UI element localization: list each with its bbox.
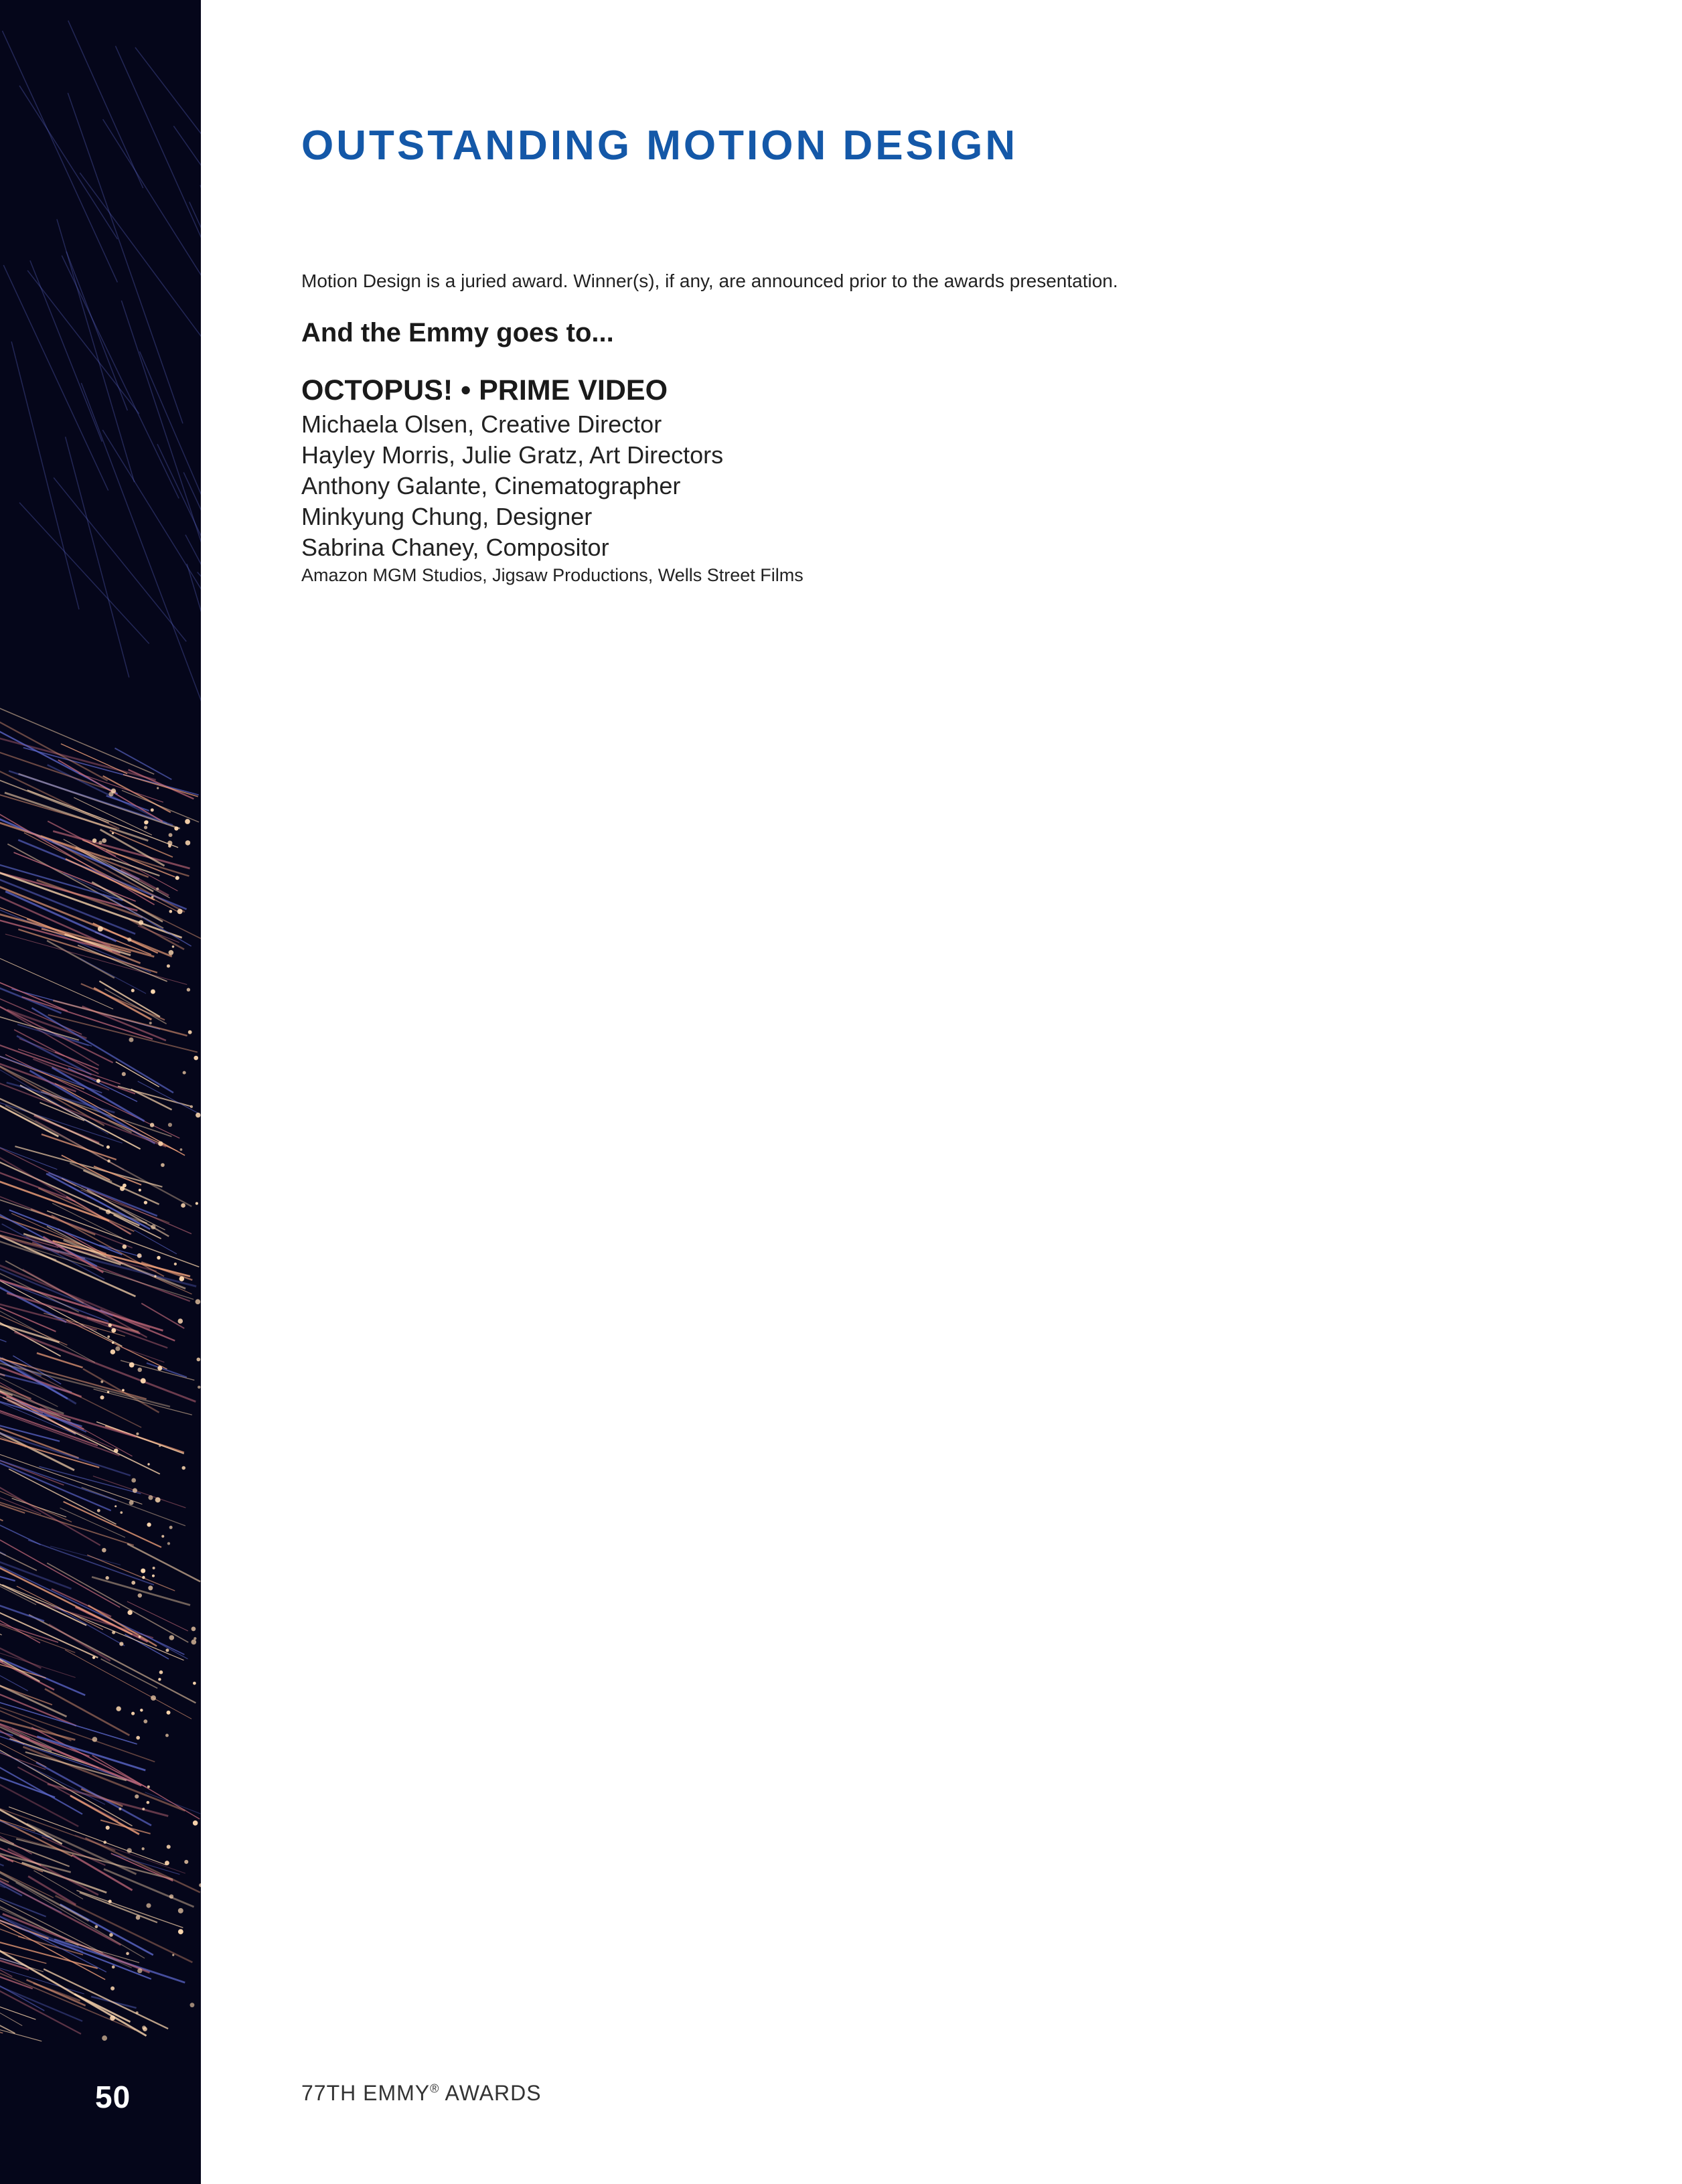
light-sparkle [159,1670,163,1674]
light-sparkle [151,896,154,899]
light-sparkle [106,1826,110,1830]
light-sparkle [126,1952,129,1955]
light-streak [0,1390,79,1458]
light-sparkle [102,838,106,843]
light-sparkle [136,2011,139,2014]
light-sparkle [157,1256,160,1259]
light-sparkle [167,1711,171,1715]
light-sparkle [131,1712,135,1715]
light-sparkle [185,840,191,846]
credit-line: Anthony Galante, Cinematographer [301,472,681,499]
winner-lead-in: And the Emmy goes to... [301,318,614,347]
light-streak [0,1421,64,1485]
light-sparkle [112,1966,115,1969]
light-sparkle [167,1542,170,1545]
light-streak [64,935,131,955]
light-sparkle [112,1631,115,1634]
light-sparkle [122,1072,126,1076]
light-streak [15,1883,145,1958]
light-sparkle [169,1526,173,1529]
light-sparkle [136,1433,139,1435]
light-streak [125,1634,169,1659]
light-sparkle [149,1022,152,1024]
light-sparkle [107,1336,110,1338]
light-sparkle [131,989,135,992]
light-sparkle [127,1848,132,1853]
light-streak [103,119,201,320]
light-sparkle [102,2035,107,2041]
light-streak [0,1278,95,1362]
light-sparkle [193,1682,196,1685]
light-sparkle [142,1576,145,1579]
light-streak [83,1369,159,1412]
light-sparkle [98,841,102,844]
light-sparkle [181,1203,185,1208]
light-sparkle [167,1845,171,1849]
light-sparkle [146,1903,151,1908]
light-streak [0,1756,55,1798]
light-sparkle [190,2003,195,2007]
light-streak [52,841,185,912]
light-sparkle [144,1200,147,1204]
light-streak [0,1204,56,1260]
light-sparkle [105,1576,108,1579]
credit-line: Minkyung Chung, Designer [301,503,593,530]
page-title: OUTSTANDING MOTION DESIGN [301,123,1018,169]
credit-line: Hayley Morris, Julie Gratz, Art Directors [301,441,724,469]
light-streak [0,1302,60,1342]
light-sparkle [167,964,170,967]
light-sparkle [167,841,172,846]
production-companies: Amazon MGM Studios, Jigsaw Productions, Wells Street Films [301,565,804,585]
light-sparkle [184,1860,188,1864]
light-streak [2,31,117,282]
light-sparkle [137,1368,142,1373]
light-sparkle [127,1610,132,1615]
decorative-side-panel [0,0,201,2184]
light-streak [0,701,154,775]
light-sparkle [156,887,159,890]
light-sparkle [172,945,175,948]
light-sparkle [185,819,190,824]
light-streak [0,1566,184,1654]
light-sparkle [116,1707,121,1711]
light-streak [0,1608,40,1681]
light-streak [70,1163,112,1182]
light-sparkle [159,1445,161,1447]
light-sparkle [157,787,159,789]
light-sparkle [180,1148,183,1151]
light-streak [121,1347,164,1362]
light-sparkle [150,1123,154,1127]
registered-mark: ® [430,2082,440,2096]
light-streak [0,1450,117,1501]
light-sparkle [168,1123,172,1127]
light-sparkle [194,1056,198,1061]
light-sparkle [98,926,103,931]
light-sparkle [120,1511,123,1514]
light-sparkle [123,1245,127,1249]
light-sparkle [97,1509,100,1512]
light-sparkle [103,1841,106,1844]
light-sparkle [136,1736,140,1740]
light-sparkle [129,1500,134,1505]
light-sparkle [178,1318,183,1324]
light-streak [0,786,117,830]
light-streak [55,1083,185,1155]
footer-prefix: 77TH EMMY [301,2081,431,2105]
light-sparkle [148,1495,153,1500]
light-sparkle [92,1656,95,1659]
light-sparkle [106,1146,110,1149]
light-sparkle [172,1954,174,1956]
light-sparkle [196,1299,201,1304]
light-streak [0,1877,121,1945]
light-sparkle [138,1593,142,1597]
light-sparkle [179,1276,185,1281]
light-streak [72,1855,132,1890]
light-streak [48,1784,168,1816]
light-streak [88,1606,157,1646]
light-streak [35,1602,153,1638]
fiber-light-art [0,0,201,2184]
light-sparkle [142,1808,145,1810]
light-streak [121,301,201,555]
light-sparkle [136,1916,141,1920]
light-sparkle [114,1505,117,1507]
page-number: 50 [95,2080,131,2114]
light-streak [62,256,179,499]
light-sparkle [107,1160,110,1163]
light-sparkle [131,1478,136,1483]
light-sparkle [154,1275,156,1277]
light-sparkle [161,1535,164,1538]
light-sparkle [165,1648,169,1652]
light-streak [11,341,79,609]
light-streak [19,503,149,644]
light-sparkle [137,1253,142,1258]
light-sparkle [175,876,179,880]
light-sparkle [141,1569,145,1573]
light-streak [27,270,139,414]
light-streak [0,950,113,1010]
credit-line: Sabrina Chaney, Compositor [301,534,609,561]
light-sparkle [96,1079,100,1083]
light-streak [42,1837,105,1865]
light-streak [66,437,129,677]
light-streak [0,2020,42,2041]
light-streak [0,1602,3,1662]
light-sparkle [139,1189,141,1192]
light-sparkle [151,1695,156,1701]
footer-text [301,2081,542,2106]
light-sparkle [169,833,173,837]
light-sparkle [140,1709,143,1712]
light-sparkle [177,909,183,914]
light-sparkle [148,1585,153,1590]
light-sparkle [198,1386,201,1389]
light-sparkle [133,1488,137,1493]
light-streak [0,1657,85,1695]
light-streak [80,1893,157,1923]
light-sparkle [165,1734,169,1737]
light-sparkle [174,826,178,830]
light-streak [0,690,108,781]
light-streak [85,1838,200,1892]
light-streak [66,252,127,410]
light-streak [0,1968,33,1989]
light-sparkle [196,1113,201,1118]
light-sparkle [158,1142,163,1146]
light-sparkle [92,838,97,843]
light-sparkle [153,1567,155,1569]
light-streak [23,748,199,795]
light-sparkle [110,2015,115,2021]
light-streak [64,1502,161,1547]
light-streak [65,1650,192,1719]
light-streak [0,1488,134,1545]
footer-suffix: AWARDS [439,2081,542,2105]
light-sparkle [178,1929,183,1934]
light-sparkle [145,820,148,824]
light-sparkle [112,832,114,834]
light-streak [147,1363,187,1377]
light-streak [0,977,68,1011]
light-sparkle [107,1391,109,1393]
light-sparkle [169,950,174,955]
light-sparkle [135,1794,139,1798]
light-streak [115,46,201,297]
light-streak [3,265,108,491]
light-sparkle [139,1636,141,1638]
light-streak [135,48,201,191]
light-streak [127,1602,188,1631]
light-sparkle [108,1324,112,1327]
light-sparkle [127,937,131,941]
light-streak [15,1332,196,1401]
credit-line: Michaela Olsen, Creative Director [301,410,662,438]
light-streak [103,894,192,947]
light-streak [52,1241,190,1276]
light-streak [19,86,117,239]
light-streak [99,981,160,1016]
light-streak [81,984,165,1020]
light-sparkle [192,1626,196,1631]
light-streak [129,919,184,949]
winner-block [301,372,804,587]
light-sparkle [188,1030,192,1034]
light-sparkle [178,1908,183,1914]
light-streak [54,477,186,641]
light-sparkle [106,1209,110,1214]
light-sparkle [102,1548,106,1553]
light-sparkle [147,1523,151,1527]
light-sparkle [100,1381,103,1383]
light-sparkle [169,1894,173,1898]
light-sparkle [158,1678,161,1681]
light-sparkle [169,1635,175,1640]
light-sparkle [95,1925,98,1928]
light-streak [18,1049,121,1084]
light-sparkle [174,1263,177,1265]
light-sparkle [119,1808,121,1810]
light-sparkle [155,1497,161,1502]
light-streak [24,1246,194,1299]
light-sparkle [187,988,190,992]
light-streak [104,1869,194,1907]
light-sparkle [152,1575,155,1577]
light-streak [68,93,183,424]
light-streak [0,1884,132,1968]
light-sparkle [108,792,113,797]
light-sparkle [147,1786,150,1788]
light-sparkle [143,1719,147,1723]
light-streak [0,1262,150,1329]
light-streak [101,1659,158,1689]
light-sparkle [147,1463,149,1465]
light-sparkle [165,1861,169,1865]
light-streak [17,1767,118,1820]
light-sparkle [147,1801,150,1804]
light-sparkle [137,1968,142,1973]
winner-title: OCTOPUS! • PRIME VIDEO [301,374,668,406]
light-sparkle [190,1105,193,1108]
light-sparkle [183,1071,186,1075]
light-streak [92,1577,190,1605]
light-streak [87,1190,169,1237]
light-streak [81,383,201,714]
light-sparkle [109,1933,113,1937]
light-sparkle [191,1640,196,1645]
light-sparkle [123,1184,127,1188]
light-sparkle [197,1358,201,1362]
light-sparkle [139,920,143,925]
light-sparkle [112,1342,114,1344]
light-sparkle [181,1466,185,1470]
light-sparkle [122,1389,125,1391]
light-streak [102,430,201,606]
light-sparkle [196,1202,198,1204]
light-streak [141,1304,184,1328]
light-sparkle [115,1346,120,1351]
light-sparkle [157,1366,162,1371]
light-sparkle [151,1225,155,1229]
light-sparkle [100,1395,104,1399]
light-sparkle [129,1362,135,1368]
light-sparkle [199,1883,201,1887]
light-sparkle [169,910,173,913]
light-streak [22,997,153,1039]
light-streak [80,173,201,342]
light-streak [0,1559,133,1634]
light-sparkle [131,1581,135,1585]
light-streak [42,1134,117,1160]
light-sparkle [129,1037,133,1042]
light-sparkle [193,1820,198,1826]
light-sparkle [141,1378,146,1383]
award-note: Motion Design is a juried award. Winner(s), if any, are announced prior to the awards presentation. [301,270,1118,291]
light-sparkle [92,1737,98,1742]
light-streak [28,1540,154,1585]
light-streak [0,1662,54,1690]
light-streak [173,126,201,308]
light-sparkle [161,1163,165,1167]
light-streak [68,21,143,188]
light-sparkle [143,2027,147,2031]
light-sparkle [151,990,155,994]
light-sparkle [110,1349,116,1354]
light-sparkle [151,808,154,811]
light-sparkle [108,1899,112,1903]
light-sparkle [144,826,147,829]
light-sparkle [119,1642,123,1646]
light-streak [39,1466,141,1494]
light-sparkle [110,1986,114,1991]
light-streak [57,219,135,482]
light-streak [0,712,118,794]
light-streak [189,202,201,428]
light-streak [82,1487,185,1526]
light-sparkle [114,1448,119,1453]
light-sparkle [111,1328,116,1333]
light-streak [0,1532,6,1555]
light-sparkle [141,1847,144,1850]
light-streak [87,1555,175,1591]
light-streak [50,1546,121,1565]
